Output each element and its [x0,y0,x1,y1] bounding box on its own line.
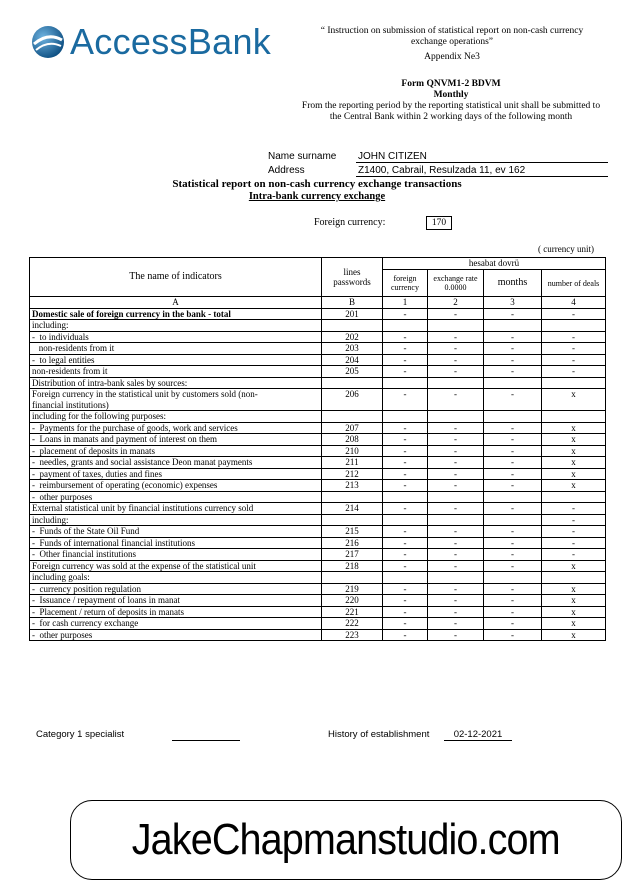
table-row [30,354,606,366]
history-label: History of establishment [328,729,430,740]
row-code-cell [322,320,383,332]
months-cell: - [484,457,542,469]
name-value: JOHN CITIZEN [356,151,608,163]
exchange-rate-cell: - [428,457,484,469]
foreign-currency-cell: - [383,595,428,607]
table-row [30,468,606,480]
row-name-cell: including goals: [30,572,322,584]
row-code-cell: 203 [322,343,383,355]
table-row [30,343,606,355]
currency-label: Foreign currency: [314,217,386,228]
months-cell: - [484,434,542,446]
deals-cell: x [542,560,606,572]
row-code-cell: 214 [322,503,383,515]
table-row [30,491,606,503]
table-row [30,514,606,526]
exchange-rate-cell [428,411,484,423]
row-code-cell: 208 [322,434,383,446]
deals-cell: x [542,422,606,434]
name-label: Name surname [268,151,337,162]
exchange-rate-cell: - [428,526,484,538]
row-name-cell: - Placement / return of deposits in manats [30,606,322,618]
months-cell: - [484,618,542,630]
table-row [30,480,606,492]
header-period: hesabat dovrü [383,258,606,270]
row-name-cell: - Payments for the purchase of goods, work and services [30,422,322,434]
months-cell: - [484,480,542,492]
table-body [30,308,606,641]
deals-cell [542,320,606,332]
row-code-cell: 204 [322,354,383,366]
row-code-cell [322,377,383,389]
header-deals: number of deals [542,270,606,297]
deals-cell: x [542,468,606,480]
row-code-cell [322,572,383,584]
specialist-label: Category 1 specialist [36,729,125,740]
deals-cell: x [542,606,606,618]
foreign-currency-cell [383,572,428,584]
exchange-rate-cell: - [428,537,484,549]
exchange-rate-cell [428,491,484,503]
row-name-cell: - for cash currency exchange [30,618,322,630]
row-name-cell: - Loans in manats and payment of interest on them [30,434,322,446]
deals-cell [542,572,606,584]
row-name-cell: - Other financial institutions [30,549,322,561]
row-code-cell: 210 [322,445,383,457]
foreign-currency-cell: - [383,468,428,480]
foreign-currency-cell [383,320,428,332]
row-name-cell: - Issuance / repayment of loans in manat [30,595,322,607]
deals-cell: - [542,343,606,355]
row-code-cell: 207 [322,422,383,434]
foreign-currency-cell: - [383,354,428,366]
form-period: Monthly [433,90,469,100]
months-cell: - [484,308,542,320]
row-name-cell: - payment of taxes, duties and fines [30,468,322,480]
row-name-cell: Foreign currency was sold at the expense of the statistical unit [30,560,322,572]
exchange-rate-cell: - [428,560,484,572]
foreign-currency-cell: - [383,331,428,343]
exchange-rate-cell: - [428,606,484,618]
row-code-cell: 211 [322,457,383,469]
deals-cell: x [542,583,606,595]
row-name-cell: including for the following purposes: [30,411,322,423]
letter-cell: 2 [428,297,484,309]
deals-cell: x [542,445,606,457]
row-name-cell: non-residents from it [30,366,322,378]
row-name-cell: - to individuals [30,331,322,343]
deals-cell: x [542,389,606,411]
row-name-cell: - other purposes [30,629,322,641]
foreign-currency-cell: - [383,549,428,561]
row-name-cell: - to legal entities [30,354,322,366]
months-cell: - [484,422,542,434]
exchange-rate-cell: - [428,503,484,515]
foreign-currency-cell [383,411,428,423]
letter-cell: 4 [542,297,606,309]
months-cell: - [484,468,542,480]
row-code-cell [322,514,383,526]
exchange-rate-cell: - [428,618,484,630]
foreign-currency-cell: - [383,526,428,538]
table-row [30,583,606,595]
globe-icon [30,24,66,60]
header-name: The name of indicators [30,258,322,297]
deals-cell: - [542,514,606,526]
table-row [30,445,606,457]
deals-cell: x [542,618,606,630]
months-cell: - [484,445,542,457]
row-name-cell: - other purposes [30,491,322,503]
table-row [30,457,606,469]
foreign-currency-cell [383,377,428,389]
row-name-cell: Foreign currency in the statistical unit by customers sold (non-financial institutions) [30,389,322,411]
deals-cell: - [542,308,606,320]
months-cell [484,572,542,584]
months-cell: - [484,503,542,515]
row-name-cell: - reimbursement of operating (economic) expenses [30,480,322,492]
row-code-cell: 217 [322,549,383,561]
deals-cell [542,377,606,389]
row-code-cell: 220 [322,595,383,607]
header-foreign-currency: foreign currency [383,270,428,297]
table-row [30,606,606,618]
instruction-block [312,26,592,63]
foreign-currency-cell: - [383,308,428,320]
months-cell: - [484,366,542,378]
row-code-cell: 223 [322,629,383,641]
deals-cell: - [542,366,606,378]
months-cell: - [484,537,542,549]
letter-cell: B [322,297,383,309]
foreign-currency-cell: - [383,618,428,630]
bank-logo [30,22,271,62]
table-row [30,434,606,446]
months-cell [484,411,542,423]
months-cell: - [484,560,542,572]
report-subtitle-text: Intra-bank currency exchange [248,191,386,202]
letters-row [30,297,606,309]
deals-cell: - [542,503,606,515]
submission-text: From the reporting period by the reporting statistical unit shall be submitted to the Central Bank within 2 working days of the following month [301,101,601,122]
table-row [30,377,606,389]
history-date: 02-12-2021 [444,729,512,741]
row-code-cell: 222 [322,618,383,630]
exchange-rate-cell: - [428,480,484,492]
address-value: Z1400, Cabrail, Resulzada 11, ev 162 [356,165,608,177]
deals-cell [542,411,606,423]
months-cell [484,514,542,526]
row-name-cell: - currency position regulation [30,583,322,595]
deals-cell: x [542,595,606,607]
exchange-rate-cell: - [428,389,484,411]
form-info [296,79,606,123]
specialist-signature-line [172,740,240,741]
exchange-rate-cell: - [428,331,484,343]
table-row [30,331,606,343]
table-row [30,618,606,630]
row-code-cell: 202 [322,331,383,343]
exchange-rate-cell: - [428,354,484,366]
letter-cell: A [30,297,322,309]
report-subtitle [20,191,614,202]
table-row [30,308,606,320]
row-code-cell: 215 [322,526,383,538]
months-cell [484,377,542,389]
row-name-cell: - needles, grants and social assistance Deon manat payments [30,457,322,469]
row-name-cell: External statistical unit by financial institutions currency sold [30,503,322,515]
table-row [30,389,606,411]
row-code-cell: 201 [322,308,383,320]
report-title: Statistical report on non-cash currency exchange transactions [172,178,462,190]
months-cell: - [484,595,542,607]
foreign-currency-cell: - [383,389,428,411]
row-code-cell: 212 [322,468,383,480]
foreign-currency-cell: - [383,422,428,434]
deals-cell: - [542,331,606,343]
row-name-cell: - Funds of the State Oil Fund [30,526,322,538]
row-code-cell: 206 [322,389,383,411]
deals-cell: x [542,457,606,469]
exchange-rate-cell: - [428,468,484,480]
foreign-currency-cell: - [383,537,428,549]
foreign-currency-cell: - [383,480,428,492]
foreign-currency-cell: - [383,434,428,446]
exchange-rate-cell [428,320,484,332]
exchange-rate-cell: - [428,549,484,561]
table-row [30,422,606,434]
row-code-cell: 205 [322,366,383,378]
row-code-cell [322,411,383,423]
exchange-rate-cell: - [428,434,484,446]
row-name-cell: - placement of deposits in manats [30,445,322,457]
foreign-currency-cell: - [383,583,428,595]
foreign-currency-cell [383,491,428,503]
foreign-currency-cell: - [383,445,428,457]
deals-cell: - [542,526,606,538]
exchange-rate-cell: - [428,308,484,320]
row-name-cell: Distribution of intra-bank sales by sources: [30,377,322,389]
table-row [30,549,606,561]
foreign-currency-cell: - [383,560,428,572]
exchange-rate-cell: - [428,629,484,641]
letter-cell: 1 [383,297,428,309]
months-cell: - [484,526,542,538]
exchange-rate-cell [428,572,484,584]
foreign-currency-cell: - [383,503,428,515]
letter-cell: 3 [484,297,542,309]
deals-cell [542,491,606,503]
exchange-rate-cell: - [428,595,484,607]
table-row [30,411,606,423]
row-code-cell: 216 [322,537,383,549]
row-code-cell: 219 [322,583,383,595]
deals-cell: - [542,549,606,561]
deals-cell: - [542,537,606,549]
table-row [30,503,606,515]
deals-cell: x [542,480,606,492]
report-table [29,257,606,641]
row-name-cell: including: [30,320,322,332]
months-cell: - [484,343,542,355]
foreign-currency-cell [383,514,428,526]
bank-name: AccessBank [70,21,272,62]
row-code-cell [322,491,383,503]
months-cell [484,320,542,332]
table-row [30,560,606,572]
row-name-cell: Domestic sale of foreign currency in the bank - total [30,308,322,320]
header-lines: lines passwords [322,258,383,297]
months-cell: - [484,629,542,641]
currency-code-box: 170 [426,216,452,230]
watermark-banner [70,800,622,880]
deals-cell: x [542,434,606,446]
header-months: months [484,270,542,297]
header-exchange-rate: exchange rate 0.0000 [428,270,484,297]
months-cell: - [484,354,542,366]
table-row [30,629,606,641]
row-name-cell: including: [30,514,322,526]
deals-cell: - [542,354,606,366]
instruction-text: “ Instruction on submission of statistical report on non-cash currency exchange operations” [320,26,584,47]
months-cell: - [484,549,542,561]
table-row [30,595,606,607]
row-code-cell: 218 [322,560,383,572]
exchange-rate-cell: - [428,422,484,434]
deals-cell: x [542,629,606,641]
exchange-rate-cell: - [428,445,484,457]
table-row [30,366,606,378]
foreign-currency-cell: - [383,366,428,378]
form-code: Form QNVM1-2 BDVM [401,79,501,89]
appendix-label: Appendix Ne3 [424,52,480,62]
exchange-rate-cell [428,377,484,389]
exchange-rate-cell: - [428,366,484,378]
foreign-currency-cell: - [383,606,428,618]
row-code-cell: 213 [322,480,383,492]
months-cell: - [484,606,542,618]
row-name-cell: - Funds of international financial institutions [30,537,322,549]
months-cell: - [484,583,542,595]
currency-unit-note: ( currency unit) [538,244,594,254]
foreign-currency-cell: - [383,629,428,641]
months-cell: - [484,331,542,343]
months-cell [484,491,542,503]
address-label: Address [268,165,305,176]
row-name-cell: non-residents from it [30,343,322,355]
months-cell: - [484,389,542,411]
table-row [30,526,606,538]
foreign-currency-cell: - [383,457,428,469]
row-code-cell: 221 [322,606,383,618]
foreign-currency-cell: - [383,343,428,355]
table-row [30,320,606,332]
table-row [30,537,606,549]
watermark-text: JakeChapmanstudio.com [132,815,560,864]
exchange-rate-cell: - [428,343,484,355]
exchange-rate-cell: - [428,583,484,595]
table-row [30,572,606,584]
exchange-rate-cell [428,514,484,526]
